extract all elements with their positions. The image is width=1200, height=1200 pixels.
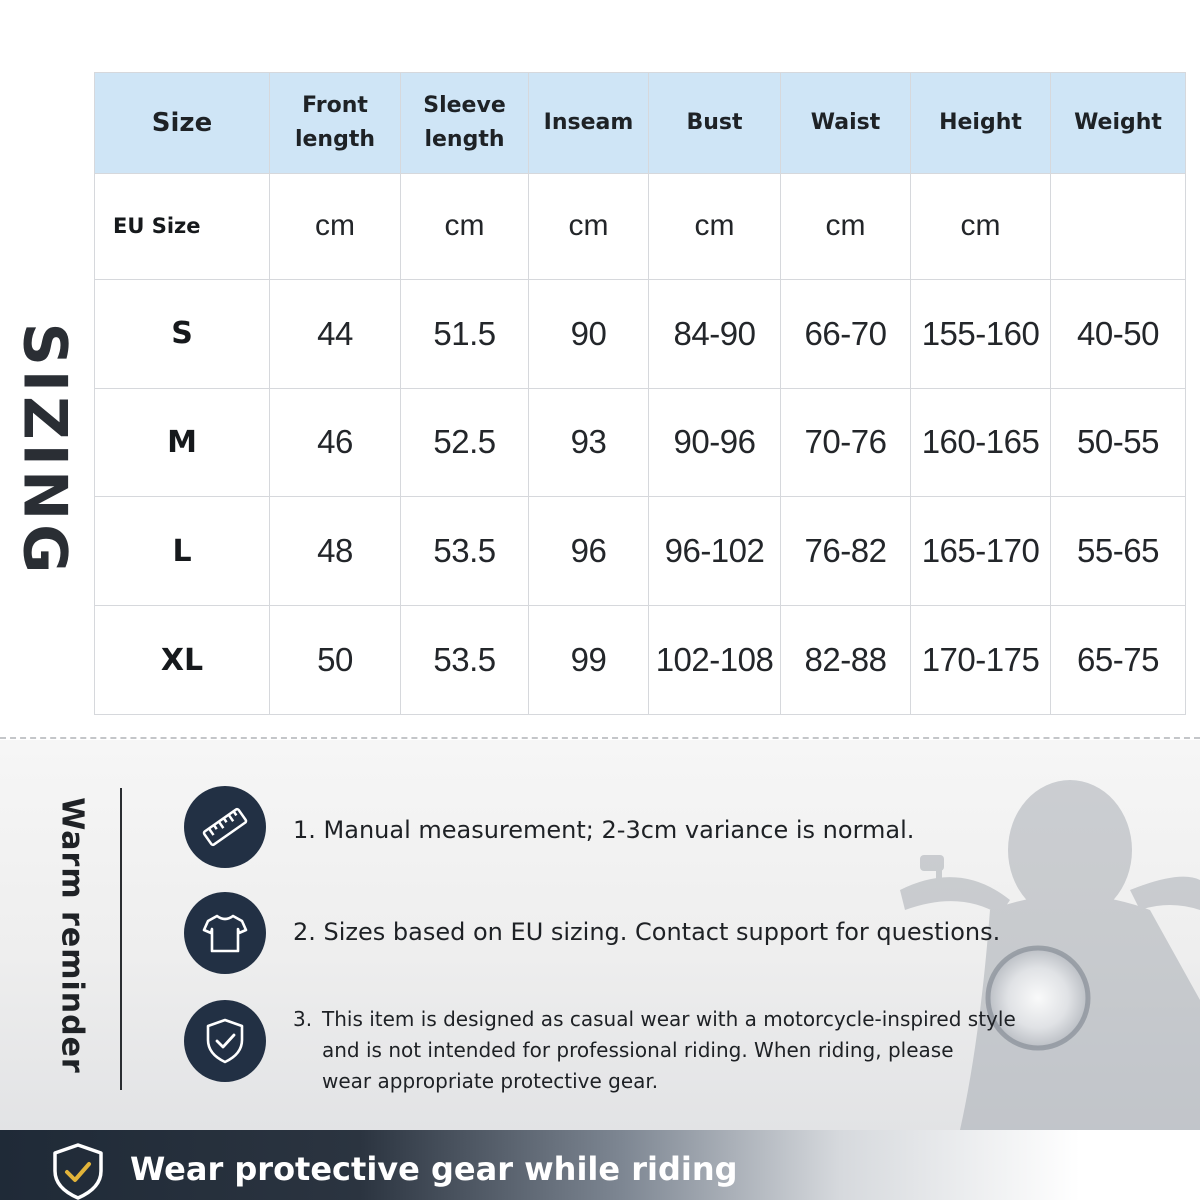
note-line: wear appropriate protective gear. (322, 1069, 659, 1093)
table-cell: 102-108 (649, 606, 781, 715)
table-cell: 46 (270, 388, 401, 497)
tshirt-icon (184, 892, 266, 974)
table-cell: 96-102 (649, 497, 781, 606)
reminder-note-2: 2. Sizes based on EU sizing. Contact support for questions. (293, 918, 1001, 946)
unit-cell (1051, 174, 1186, 280)
unit-cell: cm (529, 174, 649, 280)
warm-reminder-title (44, 785, 100, 1085)
table-cell: 96 (529, 497, 649, 606)
table-cell: 90-96 (649, 388, 781, 497)
table-cell: 70-76 (781, 388, 911, 497)
sizing-title (9, 322, 79, 578)
sizing-title-text: SIZING (9, 322, 79, 578)
note-line: This item is designed as casual wear with a motorcycle-inspired style (322, 1007, 1016, 1031)
table-cell: 93 (529, 388, 649, 497)
size-label: XL (95, 606, 270, 715)
table-cell: 50-55 (1051, 388, 1186, 497)
table-cell: 48 (270, 497, 401, 606)
header-sleeve-length: Sleeve length (401, 73, 529, 174)
shield-check-icon (184, 1000, 266, 1082)
header-size: Size (95, 73, 270, 174)
table-cell: 155-160 (911, 279, 1051, 388)
header-bust: Bust (649, 73, 781, 174)
table-cell: 76-82 (781, 497, 911, 606)
unit-cell: cm (911, 174, 1051, 280)
table-cell: 90 (529, 279, 649, 388)
header-height: Height (911, 73, 1051, 174)
table-cell: 165-170 (911, 497, 1051, 606)
reminder-divider-line (120, 788, 122, 1090)
table-cell: 160-165 (911, 388, 1051, 497)
unit-row (95, 174, 1186, 280)
header-weight: Weight (1051, 73, 1186, 174)
size-label: S (95, 279, 270, 388)
table-cell: 99 (529, 606, 649, 715)
header-waist: Waist (781, 73, 911, 174)
size-label: L (95, 497, 270, 606)
reminder-note-3 (293, 1004, 1033, 1097)
table-cell: 53.5 (401, 497, 529, 606)
unit-cell: cm (270, 174, 401, 280)
table-cell: 65-75 (1051, 606, 1186, 715)
table-row (95, 279, 1186, 388)
unit-cell: cm (401, 174, 529, 280)
note-number: 3. (293, 1007, 313, 1031)
note-line: and is not intended for professional riding. When riding, please (322, 1038, 954, 1062)
unit-cell: cm (649, 174, 781, 280)
table-cell: 52.5 (401, 388, 529, 497)
ruler-icon (184, 786, 266, 868)
eu-size-label: EU Size (95, 174, 270, 280)
size-label: M (95, 388, 270, 497)
table-cell: 82-88 (781, 606, 911, 715)
table-cell: 53.5 (401, 606, 529, 715)
unit-cell: cm (781, 174, 911, 280)
table-cell: 50 (270, 606, 401, 715)
table-cell: 170-175 (911, 606, 1051, 715)
table-row (95, 606, 1186, 715)
table-cell: 44 (270, 279, 401, 388)
reminder-note-1: 1. Manual measurement; 2-3cm variance is normal. (293, 816, 915, 844)
table-row (95, 497, 1186, 606)
banner-text: Wear protective gear while riding (130, 1150, 738, 1188)
size-chart-table (94, 72, 1186, 715)
dashed-divider (0, 737, 1200, 739)
table-row (95, 388, 1186, 497)
table-cell: 55-65 (1051, 497, 1186, 606)
table-cell: 84-90 (649, 279, 781, 388)
shield-check-icon (50, 1142, 106, 1200)
table-cell: 40-50 (1051, 279, 1186, 388)
header-inseam: Inseam (529, 73, 649, 174)
header-front-length: Front length (270, 73, 401, 174)
protective-gear-banner (0, 1130, 1200, 1200)
table-header-row (95, 73, 1186, 174)
table-cell: 66-70 (781, 279, 911, 388)
table-cell: 51.5 (401, 279, 529, 388)
warm-reminder-title-text: Warm reminder (54, 796, 90, 1074)
